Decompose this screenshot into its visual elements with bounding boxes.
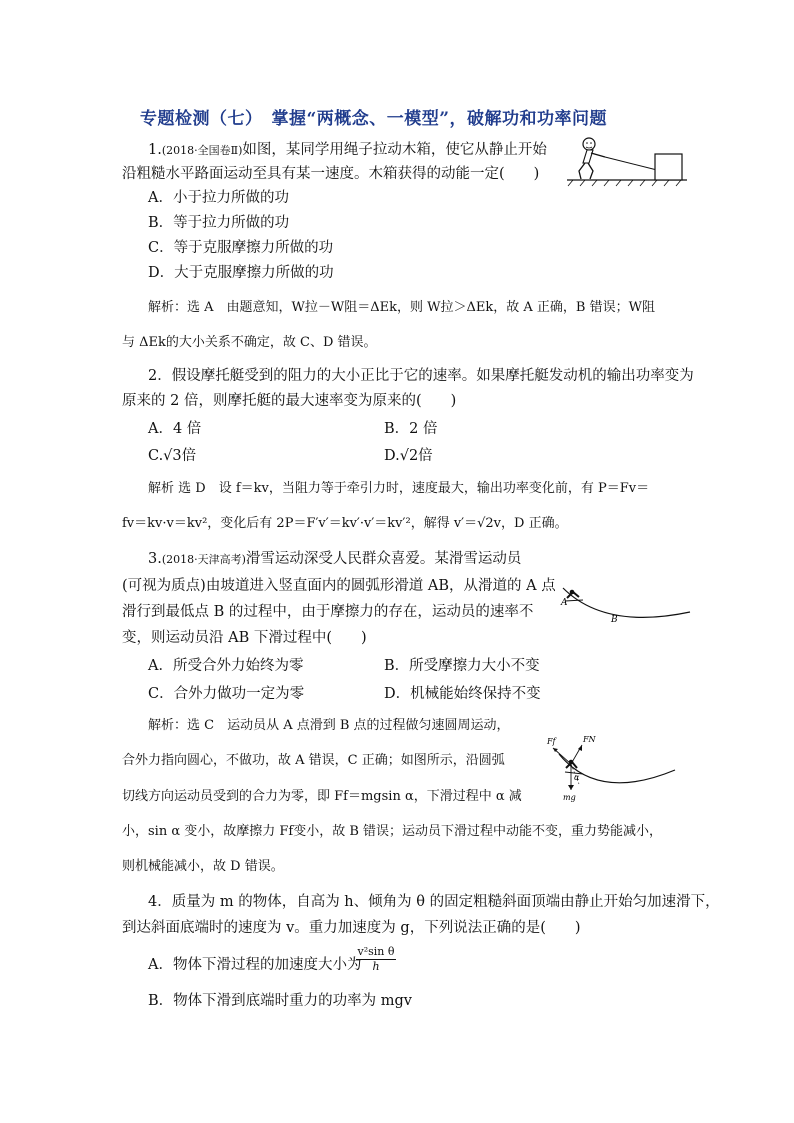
fig-label-mg: mg (563, 793, 576, 802)
q2-option-a: A．4 倍 (148, 421, 202, 437)
q1-analysis-line1: 解析：选 A 由题意知，W拉－W阻＝ΔEk，则 W拉＞ΔEk，故 A 正确，B 错误；W阻 (148, 300, 655, 315)
q4-option-a: A．物体下滑过程的加速度大小为 (148, 957, 362, 973)
fig-label-a: A (561, 598, 568, 608)
q4-line2: 到达斜面底端时的速度为 v。重力加速度为 g，下列说法正确的是( ) (122, 920, 581, 936)
fig-label-b: B (611, 615, 618, 625)
q3-option-d: D．机械能始终保持不变 (384, 686, 541, 702)
q2-analysis-line1: 解析 选 D 设 f＝kv，当阻力等于牵引力时，速度最大，输出功率变化前，有 P＝Fv＝ (148, 481, 650, 496)
q2-option-d: D.√2倍 (384, 448, 433, 464)
q3-analysis-line2: 合外力指向圆心，不做功，故 A 错误，C 正确；如图所示，沿圆弧 (122, 753, 505, 768)
q1-option-c: C．等于克服摩擦力所做的功 (148, 240, 334, 256)
force-diagram-figure (543, 728, 683, 803)
fig-label-fn: FN (583, 735, 596, 744)
q3-line2: (可视为质点)由坡道进入竖直面内的圆弧形滑道 AB，从滑道的 A 点 (122, 578, 556, 594)
fig-label-ff: Ff (547, 737, 556, 746)
q4-option-b: B．物体下滑到底端时重力的功率为 mgv (148, 993, 412, 1009)
fig-label-alpha: α (574, 773, 580, 782)
q4-line1: 4．质量为 m 的物体，自高为 h、倾角为 θ 的固定粗糙斜面顶端由静止开始匀加速滑下， (148, 894, 720, 910)
q3-option-c: C．合外力做功一定为零 (148, 686, 305, 702)
q3-analysis-line3: 切线方向运动员受到的合力为零，即 Ff＝mgsin α，下滑过程中 α 减 (122, 789, 522, 804)
q1-line2: 沿粗糙水平路面运动至具有某一速度。木箱获得的动能一定( ) (122, 166, 540, 182)
pulling-box-figure (565, 136, 690, 188)
page-title: 专题检测（七） 掌握“两概念、一模型”，破解功和功率问题 (140, 109, 608, 129)
q3-analysis-line5: 则机械能减小，故 D 错误。 (122, 859, 284, 874)
q2-option-b: B．2 倍 (384, 421, 438, 437)
q3-analysis-line4: 小，sin α 变小，故摩擦力 Ff变小，故 B 错误；运动员下滑过程中动能不变，重力势能减小， (122, 824, 663, 839)
ski-arc-figure (555, 570, 695, 640)
q4-option-a-fraction (356, 945, 396, 974)
q1-option-a: A．小于拉力所做的功 (148, 190, 289, 206)
q1-option-b: B．等于拉力所做的功 (148, 215, 290, 231)
q1-option-d: D．大于克服摩擦力所做的功 (148, 265, 334, 281)
fraction-denominator: h (372, 960, 380, 973)
q2-line2: 原来的 2 倍，则摩托艇的最大速率变为原来的( ) (122, 393, 457, 409)
q3-analysis-line1: 解析：选 C 运动员从 A 点滑到 B 点的过程做匀速圆周运动， (148, 718, 510, 733)
q3-line1: 3.(2018·天津高考)滑雪运动深受人民群众喜爱。某滑雪运动员 (148, 551, 522, 567)
q1-analysis-line2: 与 ΔEk的大小关系不确定，故 C、D 错误。 (122, 335, 377, 350)
fraction-numerator: v²sin θ (357, 945, 395, 958)
q2-analysis-line2: fv＝kv·v＝kv²，变化后有 2P＝F′v′＝kv′·v′＝kv′²，解得 v′＝√2v，D 正确。 (122, 516, 568, 531)
q3-option-b: B．所受摩擦力大小不变 (384, 658, 540, 674)
q3-line3: 滑行到最低点 B 的过程中，由于摩擦力的存在，运动员的速率不 (122, 604, 534, 620)
q2-option-c: C.√3倍 (148, 448, 197, 464)
q2-line1: 2．假设摩托艇受到的阻力的大小正比于它的速率。如果摩托艇发动机的输出功率变为 (148, 368, 694, 384)
q1-line1: 1.(2018·全国卷Ⅱ)如图，某同学用绳子拉动木箱，使它从静止开始 (148, 142, 547, 158)
q3-line4: 变，则运动员沿 AB 下滑过程中( ) (122, 630, 367, 646)
q3-option-a: A．所受合外力始终为零 (148, 658, 304, 674)
